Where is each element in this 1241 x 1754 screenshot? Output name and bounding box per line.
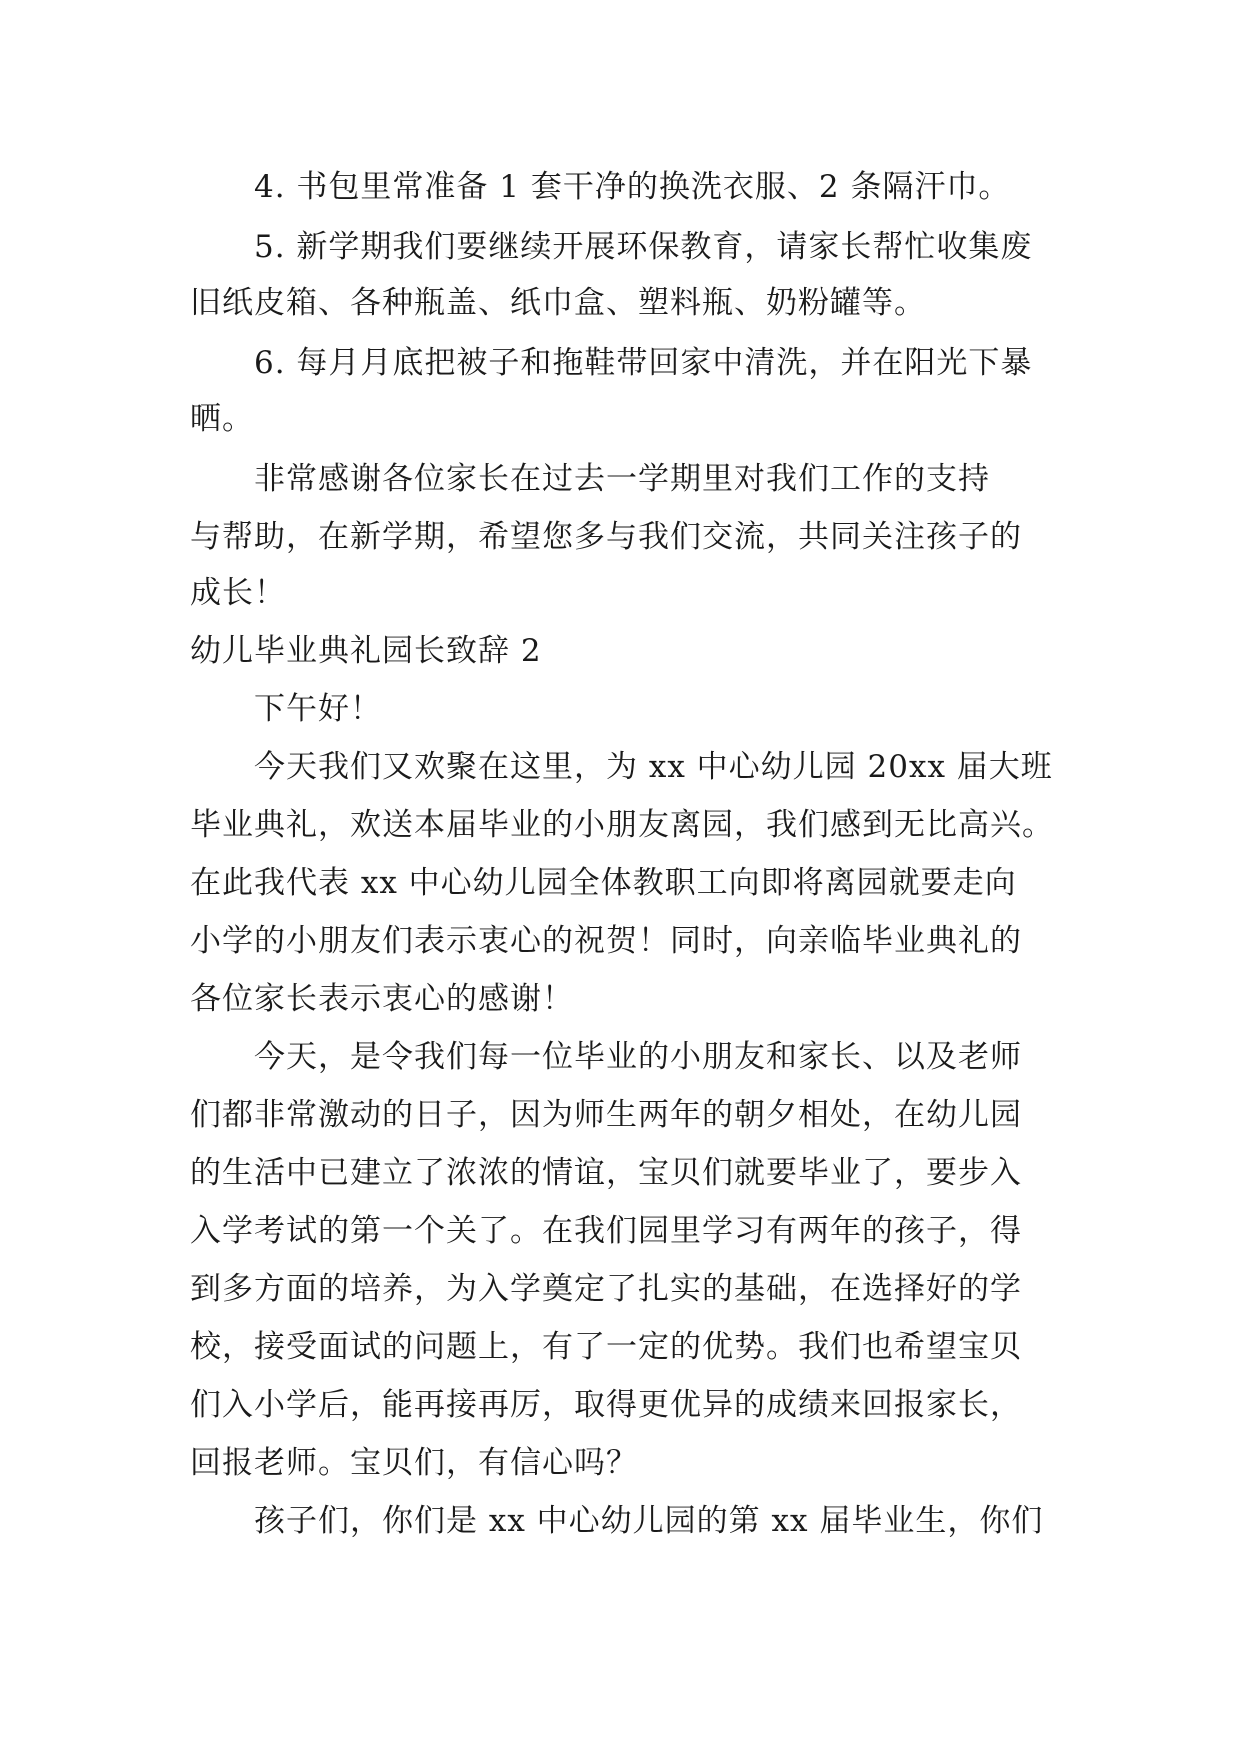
greeting: 下午好！ [254,691,382,727]
thanks-paragraph-line-3: 成长！ [190,575,286,611]
paragraph-3-line-1: 孩子们，你们是 xx 中心幼儿园的第 xx 届毕业生，你们 [254,1503,1044,1539]
paragraph-1-line-3: 在此我代表 xx 中心幼儿园全体教职工向即将离园就要走向 [190,865,1017,901]
list-item-6-line-2: 晒。 [190,401,254,437]
paragraph-1-line-1: 今天我们又欢聚在这里，为 xx 中心幼儿园 20xx 届大班 [254,749,1053,785]
paragraph-2-line-8: 回报老师。宝贝们，有信心吗？ [190,1445,638,1481]
paragraph-2-line-5: 到多方面的培养，为入学奠定了扎实的基础，在选择好的学 [190,1271,1022,1307]
paragraph-2-line-2: 们都非常激动的日子，因为师生两年的朝夕相处，在幼儿园 [190,1097,1022,1133]
section-heading: 幼儿毕业典礼园长致辞 2 [190,633,542,669]
paragraph-2-line-3: 的生活中已建立了浓浓的情谊，宝贝们就要毕业了，要步入 [190,1155,1022,1191]
list-item-6-line-1: 6. 每月月底把被子和拖鞋带回家中清洗，并在阳光下暴 [254,345,1033,381]
paragraph-2-line-6: 校，接受面试的问题上，有了一定的优势。我们也希望宝贝 [190,1329,1022,1365]
thanks-paragraph-line-2: 与帮助，在新学期，希望您多与我们交流，共同关注孩子的 [190,519,1022,555]
paragraph-2-line-1: 今天，是令我们每一位毕业的小朋友和家长、以及老师 [254,1039,1022,1075]
list-item-5-line-1: 5. 新学期我们要继续开展环保教育，请家长帮忙收集废 [254,229,1033,265]
paragraph-1-line-4: 小学的小朋友们表示衷心的祝贺！同时，向亲临毕业典礼的 [190,923,1022,959]
list-item-5-line-2: 旧纸皮箱、各种瓶盖、纸巾盒、塑料瓶、奶粉罐等。 [190,285,926,321]
thanks-paragraph-line-1: 非常感谢各位家长在过去一学期里对我们工作的支持 [254,461,990,497]
list-item-4: 4. 书包里常准备 1 套干净的换洗衣服、2 条隔汗巾。 [254,169,1011,205]
paragraph-1-line-2: 毕业典礼，欢送本届毕业的小朋友离园，我们感到无比高兴。 [190,807,1054,843]
paragraph-2-line-7: 们入小学后，能再接再厉，取得更优异的成绩来回报家长， [190,1387,1022,1423]
paragraph-2-line-4: 入学考试的第一个关了。在我们园里学习有两年的孩子，得 [190,1213,1022,1249]
paragraph-1-line-5: 各位家长表示衷心的感谢！ [190,981,574,1017]
